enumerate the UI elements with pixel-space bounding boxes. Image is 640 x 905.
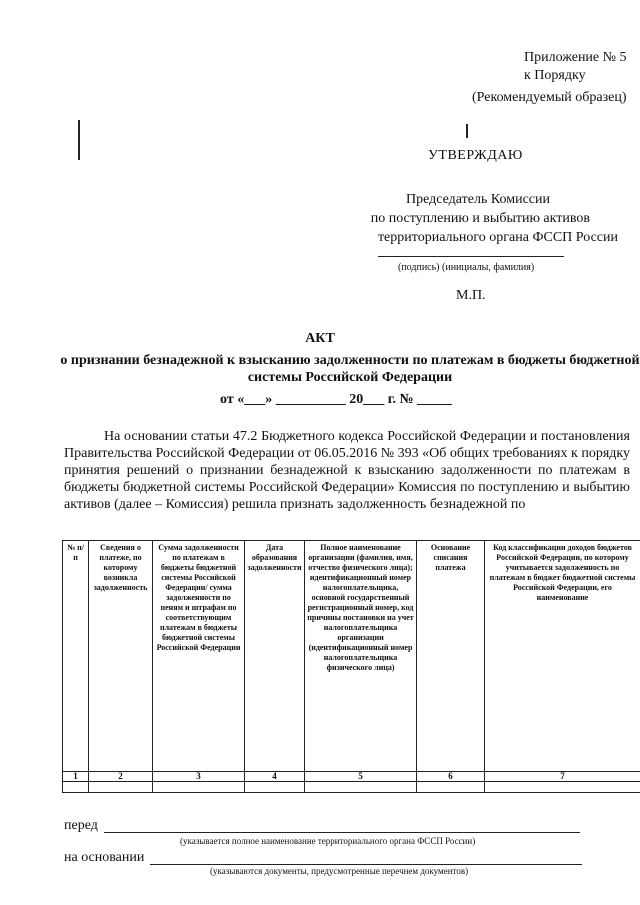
column-header: Сведения о платеже, по которому возникла задолженность xyxy=(89,541,153,772)
act-title: АКТ xyxy=(305,331,335,346)
column-number: 3 xyxy=(153,772,245,782)
approval-label: УТВЕРЖДАЮ xyxy=(428,148,523,163)
chair-line-2: по поступлению и выбытию активов xyxy=(370,211,590,226)
appendix-note: (Рекомендуемый образец) xyxy=(472,90,627,105)
table-cell[interactable] xyxy=(485,782,640,793)
act-date-line: от «___» __________ 20___ г. № _____ xyxy=(220,392,453,407)
table-cell[interactable] xyxy=(89,782,153,793)
table-cell[interactable] xyxy=(305,782,417,793)
column-number: 2 xyxy=(89,772,153,782)
column-header: Основание списания платежа xyxy=(417,541,485,772)
table-header-row xyxy=(63,541,640,772)
column-number: 5 xyxy=(305,772,417,782)
seal-placeholder: М.П. xyxy=(456,288,486,303)
scan-mark-left xyxy=(78,120,80,160)
column-number: 6 xyxy=(417,772,485,782)
appendix-reference: к Порядку xyxy=(524,68,586,83)
signature-line xyxy=(378,256,564,257)
act-subtitle: о признании безнадежной к взысканию задолженности по платежам в бюджеты бюджетной системы Российской Федерации xyxy=(60,353,640,385)
table-number-row xyxy=(63,772,640,782)
chair-line-1: Председатель Комиссии xyxy=(406,192,550,207)
column-header: Сумма задолженности по платежам в бюджеты бюджетной системы Российской Федерации/ сумма задолженности по пеням и штрафам по соответствующим платежам в бюджеты бюджетной системы Российской Федерации xyxy=(153,541,245,772)
table-cell[interactable] xyxy=(417,782,485,793)
table-cell[interactable] xyxy=(63,782,89,793)
table-row xyxy=(63,782,640,793)
column-header: Код классификации доходов бюджетов Российской Федерации, по которому учитывается задолженность по платежам в бюджет бюджетной системы Российской Федерации, его наименование xyxy=(485,541,640,772)
column-number: 4 xyxy=(245,772,305,782)
appendix-number: Приложение № 5 xyxy=(524,50,627,65)
column-header: Дата образования задолженности xyxy=(245,541,305,772)
chair-line-3: территориального органа ФССП России xyxy=(377,230,618,245)
basis-caption: (указываются документы, предусмотренные перечнем документов) xyxy=(210,866,469,876)
column-header: № п/п xyxy=(63,541,89,772)
before-label: перед xyxy=(64,818,98,833)
chair-title xyxy=(300,190,630,247)
debt-table xyxy=(62,540,640,793)
before-caption: (указывается полное наименование территориального органа ФССП России) xyxy=(180,836,476,846)
basis-label: на основании xyxy=(64,850,145,865)
table-cell[interactable] xyxy=(245,782,305,793)
column-number: 1 xyxy=(63,772,89,782)
before-field[interactable] xyxy=(104,832,580,833)
column-number: 7 xyxy=(485,772,640,782)
scan-mark-right xyxy=(466,124,468,138)
table-cell[interactable] xyxy=(153,782,245,793)
body-paragraph: На основании статьи 47.2 Бюджетного кодекса Российской Федерации и постановления Правительства Российской Федерации от 06.05.2016 № 393 «Об общих требованиях к порядку принятия решений о признании безнадежной к взысканию задолженности по платежам в бюджеты бюджетной системы Российской Федерации» Комиссия по поступлению и выбытию активов (далее – Комиссия) решила признать задолженность безнадежной по xyxy=(64,429,630,512)
signature-caption: (подпись) (инициалы, фамилия) xyxy=(398,262,535,273)
basis-field[interactable] xyxy=(150,864,582,865)
column-header: Полное наименование организации (фамилия, имя, отчество физического лица); идентификационный номер налогоплательщика, основной государственный регистрационный номер, код причины постановки на учет налогоплательщика организации (идентификационный номер налогоплательщика физического лица) xyxy=(305,541,417,772)
